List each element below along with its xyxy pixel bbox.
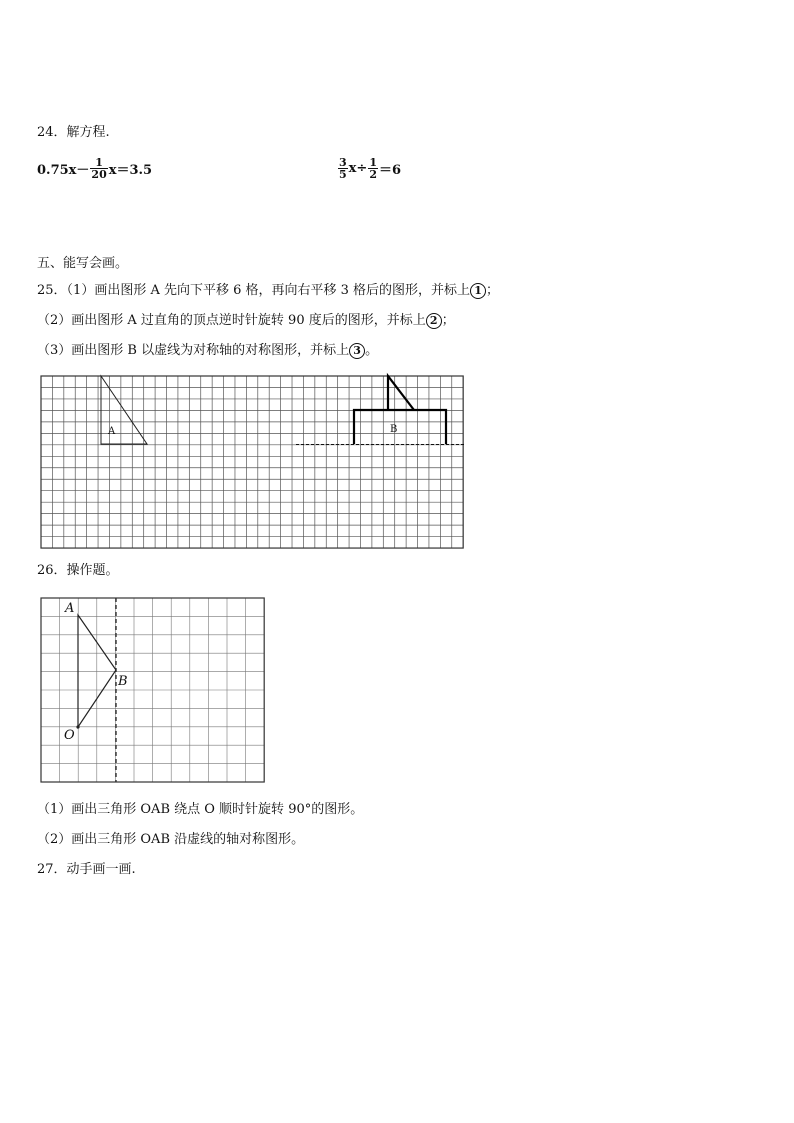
q26-sub-2: （2）画出三角形 OAB 沿虚线的轴对称图形。 — [37, 832, 305, 847]
q25-line-1-text: 25．（1）画出图形 A 先向下平移 6 格，再向右平移 3 格后的图形，并标上 — [37, 283, 471, 298]
q25-line-3-text: （3）画出图形 B 以虚线为对称轴的对称图形，并标上 — [37, 343, 350, 358]
point-o — [76, 725, 79, 728]
q25-line-3-end: 。 — [365, 343, 379, 358]
q26-title: 26．操作题。 — [37, 563, 119, 578]
q27-title: 27．动手画一画. — [37, 862, 136, 877]
shape-b-label: B — [390, 424, 398, 435]
label-a: A — [65, 601, 75, 616]
circled-1-mark: 1 — [470, 283, 486, 299]
q24-title: 24．解方程. — [37, 125, 110, 140]
q26-grid — [41, 598, 264, 782]
q25-line-1-end: ； — [486, 283, 500, 298]
q25-line-2-end: ； — [441, 313, 455, 328]
eq2-frac1-den: 5 — [339, 168, 347, 181]
eq2-frac2-den: 2 — [369, 168, 377, 181]
eq1-frac-den: 20 — [91, 168, 107, 181]
q26-sub-1: （1）画出三角形 OAB 绕点 O 顺时针旋转 90°的图形。 — [37, 802, 364, 817]
eq2-frac1-num: 3 — [339, 156, 347, 169]
shape-a-label: A — [108, 426, 116, 437]
eq1-pre: 0.75x－ — [37, 163, 90, 178]
label-o: O — [64, 728, 75, 743]
q25-line-2-text: （2）画出图形 A 过直角的顶点逆时针旋转 90 度后的图形，并标上 — [37, 313, 426, 328]
eq2-frac2-num: 1 — [369, 156, 377, 169]
eq1-post: x＝3.5 — [108, 163, 153, 178]
circled-2-mark: 2 — [426, 313, 442, 329]
eq2-mid: x÷ — [348, 161, 368, 176]
eq2-post: ＝6 — [378, 163, 402, 178]
circled-3-mark: 3 — [349, 343, 365, 359]
section5-title: 五、能写会画。 — [37, 256, 129, 271]
eq1-frac-num: 1 — [90, 157, 107, 169]
label-b: B — [118, 674, 128, 689]
